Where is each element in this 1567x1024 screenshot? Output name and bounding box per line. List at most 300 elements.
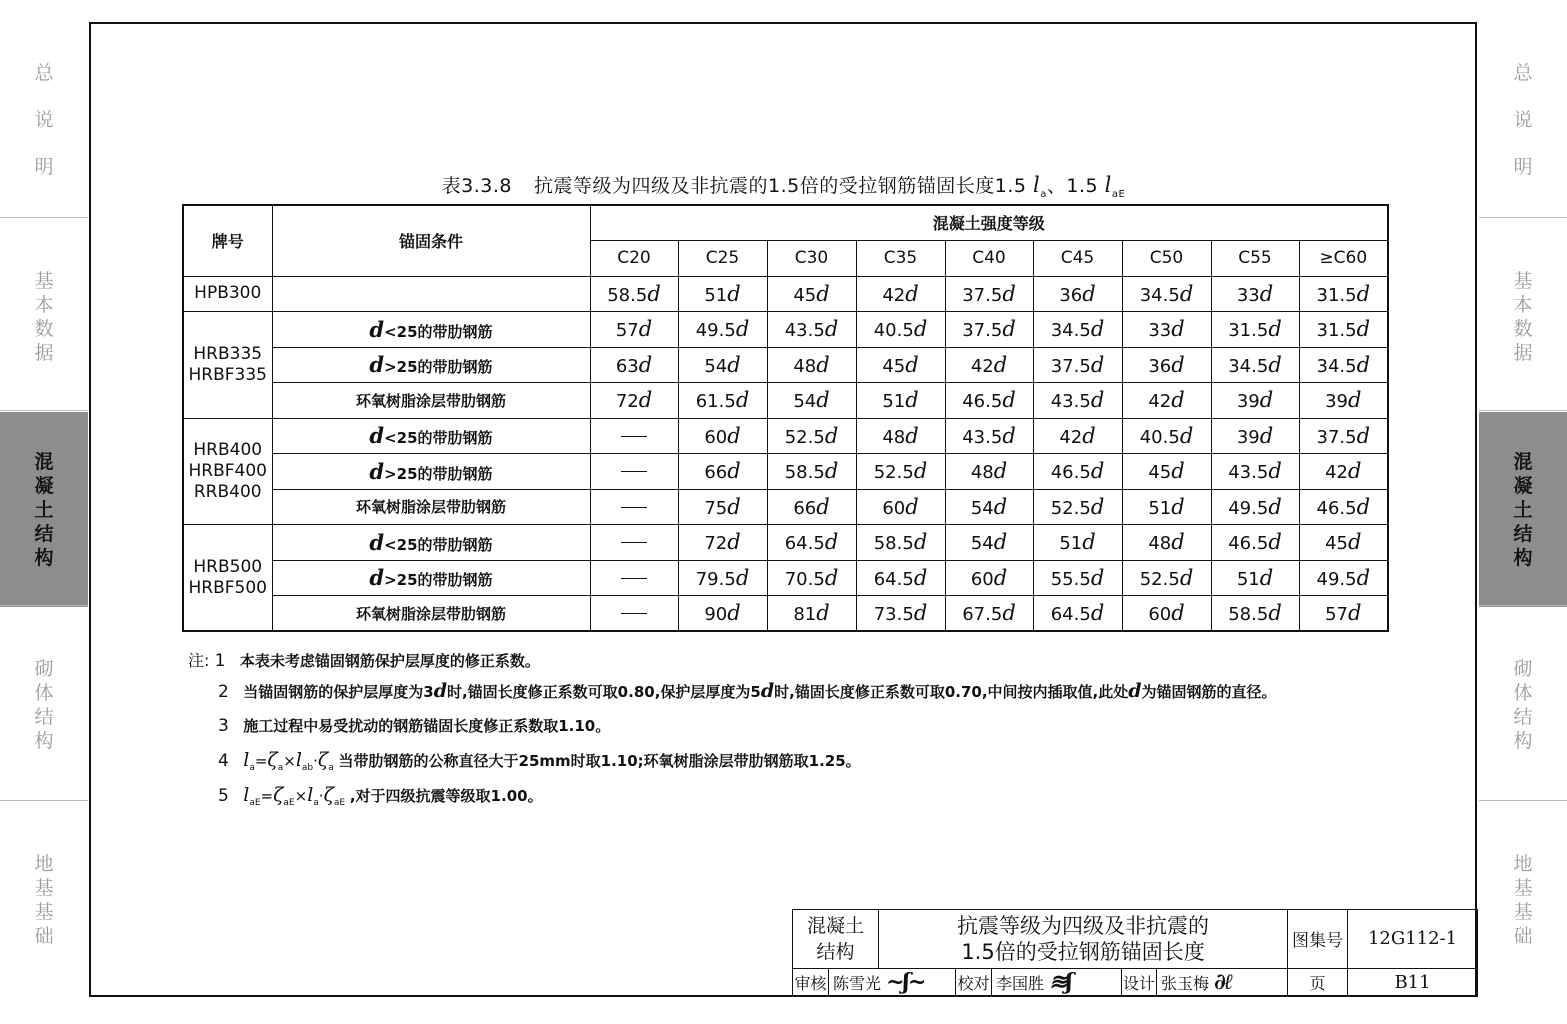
table-row [183, 596, 1388, 632]
value-number: 66 [793, 497, 817, 519]
note-5-text: ,对于四级抗震等级取1.00。 [349, 787, 543, 805]
value-number: 54 [793, 391, 817, 413]
value-cell [678, 418, 767, 454]
sidebar-tab-char: 基 [34, 900, 54, 923]
value-cell [767, 383, 856, 419]
sidebar-tab-3[interactable] [0, 412, 88, 607]
value-symbol: d [1082, 423, 1096, 448]
value-symbol: d [905, 494, 919, 519]
value-symbol: d [1171, 352, 1185, 377]
tb-checker [992, 968, 1122, 996]
value-number: 64.5 [1050, 604, 1091, 625]
value-number: 33 [1148, 320, 1172, 342]
value-cell [945, 454, 1033, 490]
condition-cell [272, 383, 590, 419]
value-symbol: d [1268, 530, 1282, 555]
sidebar-tab-char: 混 [34, 450, 54, 473]
value-cell [856, 418, 945, 454]
value-symbol: d [638, 352, 653, 377]
value-cell [767, 454, 856, 490]
value-symbol: d [1347, 388, 1362, 413]
value-cell [1033, 383, 1122, 419]
f4-eq: = [254, 752, 268, 770]
sidebar-tab-char: 础 [34, 924, 54, 947]
value-number: 60 [704, 426, 728, 448]
value-symbol: d [1356, 494, 1371, 519]
value-cell [1122, 525, 1211, 561]
tb-reviewer-name: 陈雪光 [833, 974, 882, 994]
table-row [183, 489, 1388, 525]
value-cell [1211, 596, 1299, 632]
note-2-d-3: d [1128, 680, 1142, 702]
note-3-number: 3 [218, 716, 229, 736]
value-symbol: d [1268, 601, 1282, 625]
sidebar-tab-char: 土 [1513, 498, 1533, 521]
sidebar-tab-char: 结 [34, 522, 54, 545]
value-number: 61.5 [695, 391, 736, 413]
value-symbol: d [913, 601, 928, 625]
value-number: 42 [882, 284, 906, 306]
value-cell [1211, 347, 1299, 383]
value-cell [856, 560, 945, 596]
value-number: 37.5 [962, 284, 1003, 306]
not-applicable-text [647, 603, 648, 604]
title-sub-a: a [1040, 188, 1047, 200]
note-5 [218, 784, 543, 808]
value-number: 60 [882, 497, 906, 519]
value-number: 75 [704, 497, 728, 519]
condition-variable: d [369, 423, 385, 449]
value-number: 90 [704, 604, 728, 625]
value-symbol: d [1179, 423, 1194, 448]
value-symbol: d [1002, 281, 1016, 306]
value-cell [678, 276, 767, 312]
value-cell [856, 489, 945, 525]
value-symbol: d [1347, 530, 1362, 555]
condition-text: 环氧树脂涂层带肋钢筋 [355, 391, 506, 410]
f5-sub-ae3: aE [333, 798, 346, 808]
grade-header-6: C50 [1122, 240, 1211, 276]
table-row [183, 560, 1388, 596]
value-number: 31.5 [1228, 320, 1269, 342]
sidebar-tab-char: 构 [1513, 729, 1533, 752]
value-symbol: d [1171, 601, 1185, 625]
table-title [0, 171, 1567, 200]
condition-cell [272, 347, 590, 383]
note-2-part-e: 为锚固钢筋的直径。 [1141, 683, 1277, 701]
sidebar-tab-char: 砌 [34, 657, 54, 680]
sidebar-tab-char: 明 [34, 155, 54, 178]
value-number: 48 [793, 355, 817, 377]
tb-major [793, 910, 879, 969]
sidebar-tab-char: 构 [34, 729, 54, 752]
not-applicable-dash [621, 436, 647, 437]
value-number: 73.5 [873, 604, 914, 625]
value-number: 37.5 [962, 320, 1003, 342]
value-cell [1211, 454, 1299, 490]
value-cell [590, 276, 678, 312]
not-applicable-dash [621, 507, 647, 508]
condition-variable: d [369, 565, 385, 591]
not-applicable-dash [621, 471, 647, 472]
value-cell [1299, 525, 1388, 561]
value-number: 34.5 [1050, 320, 1091, 342]
value-cell [1211, 418, 1299, 454]
sidebar-tab-4[interactable] [1479, 607, 1567, 802]
condition-variable: d [369, 458, 385, 484]
value-symbol: d [1090, 352, 1105, 377]
value-number: 52.5 [1050, 497, 1091, 519]
value-symbol: d [1268, 317, 1282, 342]
value-number: 42 [1059, 426, 1083, 448]
value-cell [856, 312, 945, 348]
sidebar-tab-char: 基 [34, 876, 54, 899]
sidebar-tab-char: 础 [1513, 924, 1533, 947]
value-cell [945, 525, 1033, 561]
value-cell [678, 454, 767, 490]
value-number: 70.5 [784, 568, 825, 590]
table-row [183, 347, 1388, 383]
value-number: 72 [704, 533, 728, 555]
value-symbol: d [824, 423, 839, 448]
condition-text: <25的带肋钢筋 [384, 535, 493, 554]
brand-cell [183, 312, 272, 419]
value-cell [1122, 312, 1211, 348]
f5-sub-ae: aE [249, 798, 261, 808]
value-cell [1299, 312, 1388, 348]
f5-sub-ae2: aE [283, 798, 295, 808]
value-number: 64.5 [784, 533, 825, 555]
not-applicable-text [647, 532, 648, 533]
note-4-text: 当带肋钢筋的公称直径大于25mm时取1.10;环氧树脂涂层带肋钢筋取1.25。 [338, 752, 861, 770]
value-number: 45 [1148, 462, 1172, 484]
value-number: 39 [1325, 391, 1348, 413]
value-cell [1122, 596, 1211, 632]
value-number: 45 [882, 355, 906, 377]
f5-zeta2: ζ [323, 784, 334, 806]
value-symbol: d [1259, 565, 1274, 590]
value-symbol: d [1090, 601, 1105, 625]
condition-cell [272, 489, 590, 525]
value-symbol: d [1179, 565, 1194, 590]
not-applicable-text [647, 496, 648, 497]
value-number: 37.5 [1050, 355, 1091, 377]
value-cell [678, 560, 767, 596]
value-symbol: d [1356, 352, 1371, 377]
value-cell [767, 418, 856, 454]
value-symbol: d [905, 281, 919, 306]
sidebar-separator [1479, 217, 1567, 218]
value-number: 58.5 [784, 462, 825, 484]
value-number: 60 [1148, 604, 1172, 625]
value-cell [1033, 525, 1122, 561]
table-row [183, 418, 1388, 454]
value-number: 45 [793, 284, 817, 306]
value-cell [856, 347, 945, 383]
value-symbol: d [727, 423, 741, 448]
condition-cell [272, 454, 590, 490]
value-symbol: d [1347, 459, 1362, 484]
value-number: 52.5 [784, 426, 825, 448]
condition-cell [272, 418, 590, 454]
value-symbol: d [1268, 459, 1282, 484]
title-symbol-la: l [1033, 173, 1041, 197]
value-symbol: d [1090, 388, 1105, 413]
note-1-text: 本表未考虑锚固钢筋保护层厚度的修正系数。 [239, 652, 540, 670]
value-number: 31.5 [1316, 284, 1357, 306]
sidebar-tab-3[interactable] [1479, 412, 1567, 607]
tb-atlas-label: 图集号 [1288, 910, 1348, 969]
value-cell [1211, 276, 1299, 312]
value-symbol: d [816, 388, 830, 413]
value-number: 36 [1059, 284, 1083, 306]
sidebar-separator [1479, 605, 1567, 606]
value-symbol: d [1347, 601, 1362, 625]
sidebar-tab-char: 结 [1513, 522, 1533, 545]
left-sidebar [0, 22, 88, 999]
value-symbol: d [824, 459, 839, 484]
brand-name: HRBF400 [188, 460, 267, 481]
value-cell [1299, 383, 1388, 419]
value-symbol: d [1259, 423, 1274, 448]
value-number: 55.5 [1050, 568, 1091, 590]
value-cell [1299, 560, 1388, 596]
value-symbol: d [1356, 281, 1371, 306]
grade-header-7: C55 [1211, 240, 1299, 276]
value-number: 54 [970, 533, 994, 555]
condition-text: <25的带肋钢筋 [384, 322, 493, 341]
value-cell [1299, 596, 1388, 632]
value-cell [1033, 347, 1122, 383]
header-brand: 牌号 [183, 205, 272, 276]
value-cell [1033, 454, 1122, 490]
value-number: 58.5 [1228, 604, 1269, 625]
right-sidebar [1479, 22, 1567, 999]
note-4 [218, 749, 861, 773]
condition-text: >25的带肋钢筋 [384, 571, 493, 590]
value-cell [1033, 276, 1122, 312]
sidebar-tab-2[interactable] [0, 219, 88, 414]
value-symbol: d [1171, 317, 1185, 342]
f4-zeta: ζ [267, 749, 278, 771]
value-cell [590, 347, 678, 383]
value-cell [678, 347, 767, 383]
not-applicable-text [647, 461, 648, 462]
value-symbol: d [1171, 459, 1185, 484]
value-symbol: d [1002, 601, 1016, 625]
note-2-d-2: d [760, 680, 775, 702]
brand-name: HRB500 [193, 556, 263, 577]
grade-header-0: C20 [590, 240, 678, 276]
value-number: 36 [1148, 355, 1172, 377]
sidebar-tab-char: 结 [1513, 705, 1533, 728]
grade-header-5: C45 [1033, 240, 1122, 276]
value-cell [767, 525, 856, 561]
value-symbol: d [993, 494, 1008, 519]
sidebar-tab-2[interactable] [1479, 219, 1567, 414]
value-number: 46.5 [962, 391, 1003, 413]
f4-dot: · [313, 752, 318, 770]
value-symbol: d [913, 459, 928, 484]
tb-major-line2: 结构 [816, 940, 855, 963]
value-cell [1299, 347, 1388, 383]
value-cell [767, 276, 856, 312]
condition-variable: d [369, 316, 385, 342]
brand-name: HRB400 [193, 439, 263, 460]
value-cell [856, 383, 945, 419]
sidebar-tab-char: 体 [1513, 681, 1533, 704]
value-cell [1033, 560, 1122, 596]
sidebar-tab-char: 混 [1513, 450, 1533, 473]
value-cell [590, 489, 678, 525]
brand-name: HRBF335 [188, 364, 267, 385]
value-cell [1033, 489, 1122, 525]
value-symbol: d [1002, 317, 1016, 342]
value-symbol: d [638, 388, 653, 413]
value-symbol: d [1259, 281, 1274, 306]
value-symbol: d [1090, 565, 1105, 590]
value-number: 48 [882, 426, 906, 448]
value-cell [945, 383, 1033, 419]
value-cell [856, 596, 945, 632]
value-symbol: d [1268, 494, 1282, 519]
value-symbol: d [993, 530, 1008, 555]
tb-check-label: 校对 [956, 968, 992, 996]
tb-designer-name: 张玉梅 [1161, 974, 1210, 994]
not-applicable-dash [621, 578, 647, 579]
sidebar-tab-char: 结 [34, 705, 54, 728]
value-symbol: d [1356, 317, 1371, 342]
value-symbol: d [735, 565, 750, 590]
value-cell [945, 418, 1033, 454]
value-symbol: d [727, 459, 741, 484]
value-symbol: d [816, 352, 830, 377]
tb-design-label: 设计 [1122, 968, 1157, 996]
value-symbol: d [1082, 281, 1096, 306]
value-symbol: d [1002, 423, 1016, 448]
condition-cell [272, 525, 590, 561]
value-number: 42 [1148, 391, 1172, 413]
value-symbol: d [1171, 494, 1185, 519]
value-cell [945, 276, 1033, 312]
value-number: 81 [793, 604, 817, 625]
value-number: 72 [615, 391, 639, 413]
brand-name: HPB300 [194, 283, 262, 304]
not-applicable-text [647, 567, 648, 568]
value-symbol: d [1259, 388, 1274, 413]
value-symbol: d [727, 281, 741, 306]
value-number: 51 [1148, 497, 1172, 519]
value-number: 48 [970, 462, 994, 484]
sidebar-tab-5[interactable] [1479, 802, 1567, 997]
value-cell [767, 312, 856, 348]
value-number: 49.5 [695, 320, 736, 342]
condition-text: 环氧树脂涂层带肋钢筋 [355, 604, 506, 623]
sidebar-tab-char: 总 [34, 61, 54, 84]
value-symbol: d [727, 352, 741, 377]
designer-signature-icon: ∂ℓ [1214, 969, 1232, 996]
value-cell [678, 489, 767, 525]
header-condition: 锚固条件 [272, 205, 590, 276]
sidebar-tab-char: 数 [34, 317, 54, 340]
value-number: 33 [1236, 284, 1260, 306]
value-symbol: d [816, 494, 830, 519]
note-2 [218, 680, 1277, 702]
value-symbol: d [1171, 530, 1185, 555]
value-cell [1211, 383, 1299, 419]
title-symbol-lae: l [1104, 173, 1112, 197]
note-2-part-a: 当锚固钢筋的保护层厚度为3 [243, 683, 434, 701]
value-number: 57 [1325, 604, 1348, 625]
tb-checker-name: 李国胜 [996, 974, 1045, 994]
f5-l2: l [307, 784, 314, 806]
value-symbol: d [905, 423, 919, 448]
value-cell [767, 596, 856, 632]
value-symbol: d [1090, 317, 1105, 342]
value-cell [1122, 418, 1211, 454]
value-symbol: d [913, 317, 928, 342]
value-cell [1299, 454, 1388, 490]
grade-header-8: ≥C60 [1299, 240, 1388, 276]
f4-l2: l [295, 749, 302, 771]
notes-label: 注: [188, 651, 210, 670]
value-number: 45 [1325, 533, 1348, 555]
sidebar-tab-4[interactable] [0, 607, 88, 802]
f4-sub-a: a [249, 763, 255, 773]
value-symbol: d [816, 601, 830, 625]
value-cell [1122, 383, 1211, 419]
value-symbol: d [735, 388, 750, 413]
value-number: 54 [970, 497, 994, 519]
sidebar-tab-char: 基 [34, 269, 54, 292]
grade-header-3: C35 [856, 240, 945, 276]
tb-review-label: 审核 [793, 968, 829, 996]
condition-text: 环氧树脂涂层带肋钢筋 [355, 498, 506, 517]
value-symbol: d [993, 352, 1008, 377]
grade-header-4: C40 [945, 240, 1033, 276]
value-cell [1033, 312, 1122, 348]
sidebar-separator [0, 217, 88, 218]
sidebar-separator [0, 605, 88, 606]
value-cell [1211, 489, 1299, 525]
value-cell [767, 489, 856, 525]
value-symbol: d [1171, 388, 1185, 413]
value-symbol: d [1002, 388, 1016, 413]
value-symbol: d [824, 530, 839, 555]
title-block [792, 909, 1478, 997]
sidebar-tab-char: 本 [34, 293, 54, 316]
value-symbol: d [816, 281, 830, 306]
value-symbol: d [993, 565, 1008, 590]
sidebar-tab-char: 说 [34, 108, 54, 131]
sidebar-tab-5[interactable] [0, 802, 88, 997]
value-cell [856, 454, 945, 490]
f5-zeta: ζ [273, 784, 284, 806]
anchorage-length-table [182, 204, 1389, 632]
condition-text: <25的带肋钢筋 [384, 429, 493, 448]
value-number: 51 [1059, 533, 1083, 555]
value-cell [1122, 560, 1211, 596]
sidebar-tab-char: 土 [34, 498, 54, 521]
f4-sub-a3: a [328, 763, 334, 773]
note-1 [188, 648, 540, 671]
value-cell [590, 596, 678, 632]
value-number: 34.5 [1316, 355, 1357, 377]
tb-reviewer [829, 968, 956, 996]
value-cell [1033, 418, 1122, 454]
f4-sub-a2: a [277, 763, 284, 773]
value-symbol: d [1356, 565, 1371, 590]
